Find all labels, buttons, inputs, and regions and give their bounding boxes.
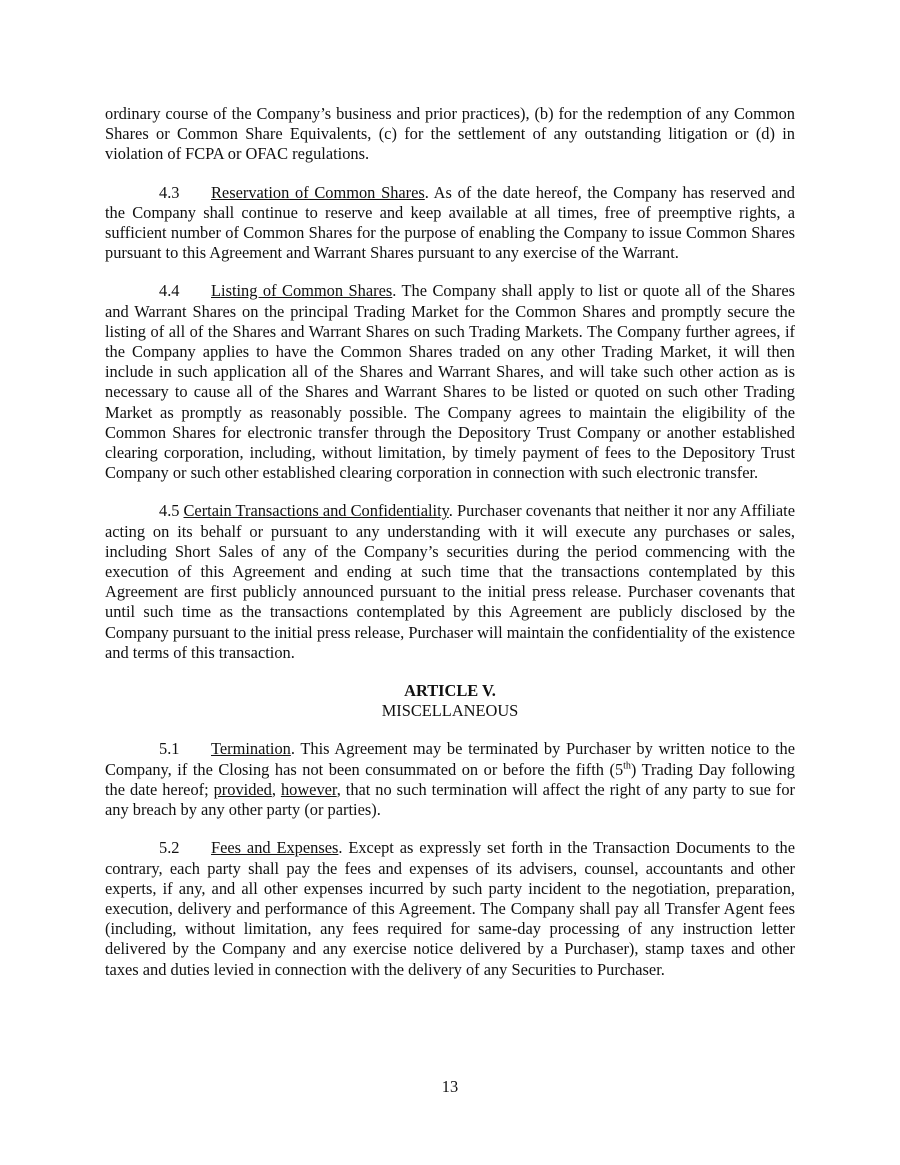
section-number: 4.3 (159, 182, 180, 202)
section-heading: Fees and Expenses (211, 838, 339, 858)
page-number: 13 (441, 1077, 459, 1096)
however-term: however (280, 779, 337, 799)
article-title: ARTICLE V. (404, 681, 496, 701)
section-number: 4.5 (159, 501, 180, 521)
section-number: 5.2 (159, 838, 180, 858)
provided-term: provided (213, 779, 272, 799)
article-subtitle: MISCELLANEOUS (381, 701, 519, 721)
section-heading: Termination (211, 739, 291, 759)
section-body-b: ) Trading Day following the date hereof; (105, 759, 795, 799)
continuation-paragraph: ordinary course of the Company’s business and prior practices), (b) for the redemption of any Common Shares or Common Share Equivalents, (c) for the settlement of any outstanding litigation or (d) in violation of FCPA or OFAC regulations. (105, 104, 795, 164)
section-4-4 (105, 281, 795, 483)
comma: , (271, 779, 281, 799)
section-heading: Certain Transactions and Confidentiality (183, 501, 449, 521)
section-number: 5.1 (159, 739, 180, 759)
section-body-a: . This Agreement may be terminated by Purchaser by written notice to the Company, if the Closing has not been consummated on or before the fifth (5 (105, 739, 795, 779)
section-heading: Reservation of Common Shares (211, 182, 425, 202)
section-5-1 (105, 739, 795, 820)
section-heading: Listing of Common Shares (211, 281, 393, 301)
section-body: . Purchaser covenants that neither it nor any Affiliate acting on its behalf or pursuant to any understanding with it will execute any purchases or sales, including Short Sales of any of the Company’s securities during the period commencing with the execution of this Agreement and ending at such time that the transactions contemplated by this Agreement are first publicly announced pursuant to the initial press release. Purchaser covenants that until such time as the transactions contemplated by this Agreement are publicly disclosed by the Company pursuant to the initial press release, Purchaser will maintain the confidentiality of the existence and terms of this transaction. (105, 501, 795, 662)
document-page (105, 104, 795, 998)
section-body-c: , that no such termination will affect the right of any party to sue for any breach by any other party (or parties). (105, 779, 795, 820)
section-5-2 (105, 838, 795, 979)
ordinal-superscript: th (623, 760, 631, 772)
section-body: . Except as expressly set forth in the Transaction Documents to the contrary, each party shall pay the fees and expenses of its advisers, counsel, accountants and other experts, if any, and all other expenses incurred by such party incident to the negotiation, preparation, execution, delivery and performance of this Agreement. The Company shall pay all Transfer Agent fees (including, without limitation, any fees required for same-day processing of any instruction letter delivered by the Company and any exercise notice delivered by a Purchaser), stamp taxes and other taxes and duties levied in connection with the delivery of any Securities to Purchaser. (105, 838, 795, 979)
section-number: 4.4 (159, 281, 180, 301)
section-body: . The Company shall apply to list or quote all of the Shares and Warrant Shares on the principal Trading Market for the Common Shares and promptly secure the listing of all of the Shares and Warrant Shares on such Trading Markets. The Company further agrees, if the Company applies to have the Common Shares traded on any other Trading Market, it will then include in such application all of the Shares and Warrant Shares, and will take such other action as is necessary to cause all of the Shares and Warrant Shares to be listed or quoted on such other Trading Market as promptly as reasonably possible. The Company agrees to maintain the eligibility of the Common Shares for electronic transfer through the Depository Trust Company or another established clearing corporation, including, without limitation, by timely payment of fees to the Depository Trust Company or such other established clearing corporation in connection with such electronic transfer. (105, 281, 795, 483)
section-body: . As of the date hereof, the Company has reserved and the Company shall continue to reserve and keep available at all times, free of preemptive rights, a sufficient number of Common Shares for the purpose of enabling the Company to issue Common Shares pursuant to this Agreement and Warrant Shares pursuant to any exercise of the Warrant. (105, 182, 795, 263)
section-4-3 (105, 183, 795, 264)
section-4-5 (105, 501, 795, 663)
